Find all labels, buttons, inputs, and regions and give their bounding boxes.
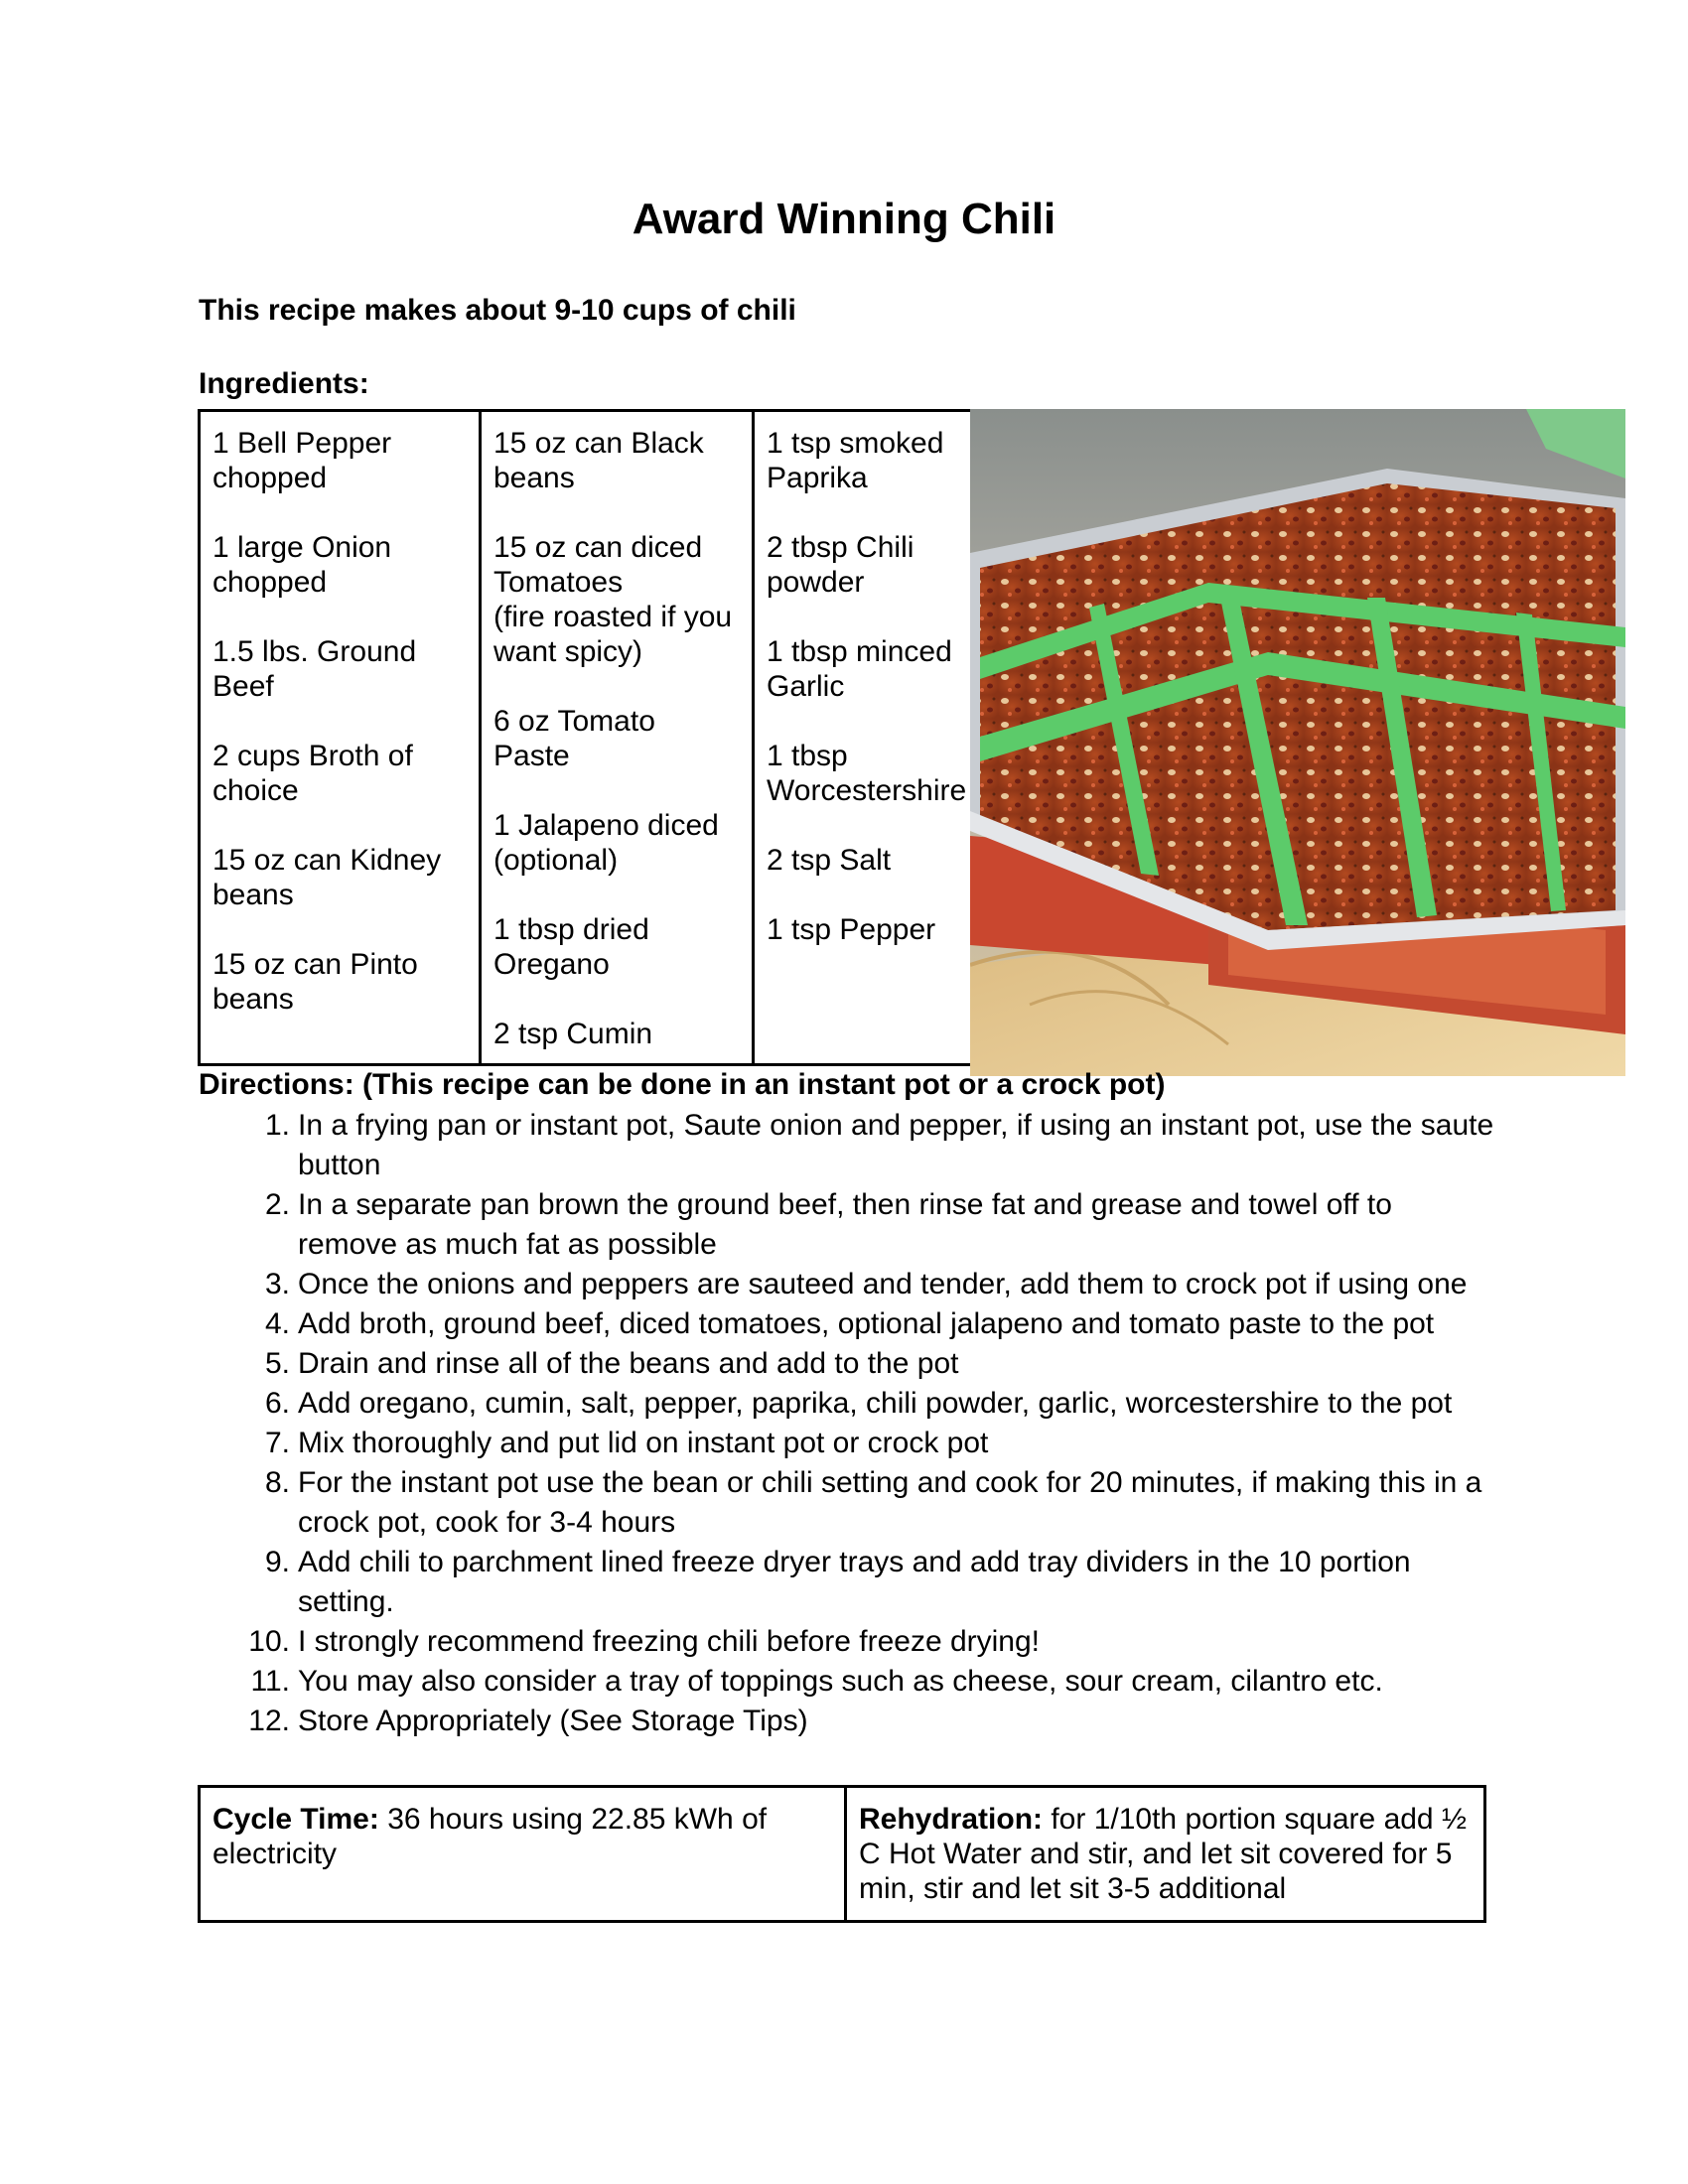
chili-trays-photo	[970, 409, 1625, 1076]
step-text: Add chili to parchment lined freeze dryer trays and add tray dividers in the 10 portion setting.	[298, 1546, 1411, 1618]
step-text: You may also consider a tray of toppings such as cheese, sour cream, cilantro etc.	[298, 1665, 1383, 1698]
directions-heading: Directions: (This recipe can be done in an instant pot or a crock pot)	[199, 1068, 1166, 1101]
step-number: 2 .	[238, 1185, 290, 1225]
ingredients-heading: Ingredients:	[199, 367, 369, 400]
direction-step	[238, 1265, 1499, 1304]
direction-step	[238, 1543, 1499, 1622]
rehydration-text: for 1/10th portion square add ½ C Hot Water and stir, and let sit covered for 5 min, stir and let sit 3-5 additional	[859, 1803, 1467, 1905]
step-text: In a separate pan brown the ground beef, then rinse fat and grease and towel off to remove as much fat as possible	[298, 1188, 1392, 1261]
step-number: 10 .	[238, 1622, 290, 1662]
ingredients-column-1: 1 Bell Pepper chopped 1 large Onion chopped 1.5 lbs. Ground Beef 2 cups Broth of choice 15 oz can Kidney beans 15 oz can Pinto beans	[200, 411, 481, 1065]
rehydration-cell	[846, 1787, 1485, 1922]
ingredients-table	[198, 409, 970, 1066]
direction-step	[238, 1662, 1499, 1702]
page-title: Award Winning Chili	[632, 195, 1056, 243]
direction-step	[238, 1384, 1499, 1424]
direction-step	[238, 1463, 1499, 1543]
ingredients-column-2: 15 oz can Black beans 15 oz can diced Tomatoes (fire roasted if you want spicy) 6 oz Tomato Paste 1 Jalapeno diced (optional) 1 tbsp dried Oregano 2 tsp Cumin	[481, 411, 754, 1065]
rehydration-label: Rehydration:	[859, 1803, 1044, 1836]
cycle-time-text: 36 hours using 22.85 kWh of electricity	[212, 1803, 768, 1870]
step-text: I strongly recommend freezing chili before freeze drying!	[298, 1625, 1041, 1658]
step-number: 1 .	[238, 1106, 290, 1146]
directions-list	[238, 1106, 1499, 1741]
direction-step	[238, 1424, 1499, 1463]
ingredients-column-3: 1 tsp smoked Paprika 2 tbsp Chili powder 1 tbsp minced Garlic 1 tbsp Worcestershire 2 tsp Salt 1 tsp Pepper	[754, 411, 971, 1065]
direction-step	[238, 1344, 1499, 1384]
step-text: Add broth, ground beef, diced tomatoes, optional jalapeno and tomato paste to the pot	[298, 1307, 1435, 1340]
cycle-time-cell	[200, 1787, 846, 1922]
step-number: 7 .	[238, 1424, 290, 1463]
step-number: 8 .	[238, 1463, 290, 1503]
step-number: 11 .	[238, 1662, 290, 1702]
info-table	[198, 1785, 1486, 1923]
step-text: Store Appropriately (See Storage Tips)	[298, 1705, 808, 1737]
step-text: For the instant pot use the bean or chili setting and cook for 20 minutes, if making this in a crock pot, cook for 3-4 hours	[298, 1466, 1482, 1539]
step-number: 3 .	[238, 1265, 290, 1304]
step-number: 4 .	[238, 1304, 290, 1344]
step-number: 6 .	[238, 1384, 290, 1424]
direction-step	[238, 1622, 1499, 1662]
step-number: 12 .	[238, 1702, 290, 1741]
step-number: 5 .	[238, 1344, 290, 1384]
direction-step	[238, 1702, 1499, 1741]
step-text: Once the onions and peppers are sauteed and tender, add them to crock pot if using one	[298, 1268, 1468, 1300]
direction-step	[238, 1106, 1499, 1185]
step-text: Mix thoroughly and put lid on instant pot or crock pot	[298, 1427, 989, 1459]
cycle-time-label: Cycle Time:	[212, 1803, 379, 1836]
step-text: Drain and rinse all of the beans and add to the pot	[298, 1347, 959, 1380]
direction-step	[238, 1304, 1499, 1344]
step-text: Add oregano, cumin, salt, pepper, paprika, chili powder, garlic, worcestershire to the pot	[298, 1387, 1453, 1420]
step-number: 9 .	[238, 1543, 290, 1582]
direction-step	[238, 1185, 1499, 1265]
recipe-yield: This recipe makes about 9-10 cups of chili	[199, 294, 796, 327]
step-text: In a frying pan or instant pot, Saute onion and pepper, if using an instant pot, use the saute button	[298, 1109, 1494, 1181]
